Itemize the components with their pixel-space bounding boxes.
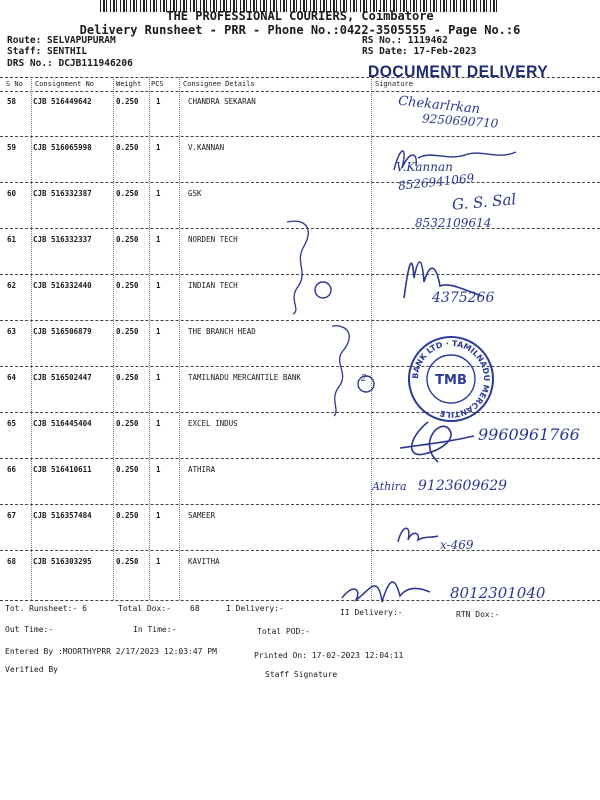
col-header-pcs: PCS: [151, 80, 164, 88]
cell-consignee: KAVITHA: [188, 557, 220, 566]
cell-cno: CJB 516332337: [33, 235, 92, 244]
cell-pcs: 1: [156, 281, 161, 290]
cell-cno: CJB 516506879: [33, 327, 92, 336]
in-time: In Time:-: [133, 625, 177, 634]
cell-pcs: 1: [156, 97, 161, 106]
verified-by: Verified By: [5, 665, 58, 674]
drs-number: DRS No.: DCJB111946206: [7, 58, 133, 69]
row-divider: [0, 182, 600, 183]
company-title: THE PROFESSIONAL COURIERS, Coimbatore: [166, 9, 434, 23]
cell-consignee: GSK: [188, 189, 202, 198]
cell-cno: CJB 516357484: [33, 511, 92, 520]
cell-weight: 0.250: [116, 97, 139, 106]
cell-pcs: 1: [156, 557, 161, 566]
cell-consignee: NORDEN TECH: [188, 235, 238, 244]
svg-text:BANK LTD · TAMILNADU MERCANTIL: BANK LTD · TAMILNADU MERCANTILE: [410, 338, 492, 420]
cell-consignee: INDIAN TECH: [188, 281, 238, 290]
cell-consignee: ATHIRA: [188, 465, 216, 474]
hw-r59-name: V.Kannan: [396, 160, 453, 174]
rtn-dox: RTN Dox:-: [456, 610, 500, 619]
signature-r65: [398, 418, 478, 468]
cell-consignee: THE BRANCH HEAD: [188, 327, 256, 336]
cell-consignee: CHANDRA SEKARAN: [188, 97, 256, 106]
cell-consignee: EXCEL INDUS: [188, 419, 238, 428]
cell-sno: 63: [7, 327, 17, 336]
hw-r59-number: 8526941069: [397, 171, 475, 193]
out-time: Out Time:-: [5, 625, 54, 634]
col-divider: [113, 77, 114, 600]
row-divider: [0, 458, 600, 459]
cell-cno: CJB 516449642: [33, 97, 92, 106]
printed-on: Printed On: 17-02-2023 12:04:11: [254, 651, 404, 660]
row-divider: [0, 412, 600, 413]
cell-pcs: 1: [156, 143, 161, 152]
header-rule-bottom: [0, 91, 600, 92]
cell-consignee: TAMILNADU MERCANTILE BANK: [188, 373, 301, 382]
cell-pcs: 1: [156, 419, 161, 428]
cell-sno: 62: [7, 281, 17, 290]
cell-sno: 58: [7, 97, 17, 106]
cell-weight: 0.250: [116, 419, 139, 428]
cell-weight: 0.250: [116, 373, 139, 382]
bracket-63-64: [318, 322, 388, 422]
cell-weight: 0.250: [116, 465, 139, 474]
col-header-signature: Signature: [375, 80, 413, 88]
col-divider: [31, 77, 32, 600]
col-divider: [179, 77, 180, 600]
row-divider: [0, 366, 600, 367]
staff-signature: Staff Signature: [265, 670, 338, 679]
hw-r58-number: 9250690710: [421, 111, 499, 131]
cell-sno: 60: [7, 189, 17, 198]
i-delivery: I Delivery:-: [226, 604, 284, 613]
cell-pcs: 1: [156, 189, 161, 198]
total-runsheet: Tot. Runsheet:- 6: [5, 604, 87, 613]
bracket-61-62: [275, 218, 345, 318]
footer-rule: [0, 600, 600, 601]
cell-weight: 0.250: [116, 235, 139, 244]
ii-delivery: II Delivery:-: [340, 608, 403, 617]
total-dox-value: 68: [190, 604, 200, 613]
cell-sno: 64: [7, 373, 17, 382]
hw-r58-name: Chekarlrkan: [397, 93, 481, 118]
col-divider: [149, 77, 150, 600]
row-divider: [0, 320, 600, 321]
hw-r68-number: 8012301040: [450, 584, 546, 602]
cell-weight: 0.250: [116, 327, 139, 336]
hw-r64-mark: 2: [361, 374, 367, 384]
hw-r60-name: G. S. Sal: [451, 190, 517, 214]
col-header-consignee: Consignee Details: [183, 80, 255, 88]
cell-sno: 66: [7, 465, 17, 474]
header-rule-top: [0, 77, 600, 78]
cell-weight: 0.250: [116, 281, 139, 290]
rs-number: RS No.: 1119462: [362, 35, 448, 46]
col-header-weight: Weight: [116, 80, 142, 88]
hw-r66-signature: Athira: [372, 480, 407, 493]
total-pod: Total POD:-: [257, 627, 310, 636]
hw-r62-number: 4375266: [432, 290, 495, 306]
bank-seal-icon: [406, 334, 496, 424]
cell-cno: CJB 516332440: [33, 281, 92, 290]
cell-weight: 0.250: [116, 557, 139, 566]
document-delivery-stamp: DOCUMENT DELIVERY: [368, 62, 549, 81]
cell-sno: 68: [7, 557, 17, 566]
cell-weight: 0.250: [116, 511, 139, 520]
cell-cno: CJB 516445404: [33, 419, 92, 428]
hw-r60-number: 8532109614: [415, 216, 492, 230]
signature-r67: [392, 520, 442, 550]
cell-cno: CJB 516502447: [33, 373, 92, 382]
cell-pcs: 1: [156, 511, 161, 520]
staff: Staff: SENTHIL: [7, 46, 88, 57]
col-header-consignment: Consignment No: [35, 80, 95, 88]
row-divider: [0, 504, 600, 505]
hw-r67-number: x-469: [440, 538, 474, 552]
runsheet-subtitle: Delivery Runsheet - PRR - Phone No.:0422-3505555 - Page No.:6: [79, 23, 521, 37]
hw-r66-number: 9123609629: [418, 478, 508, 494]
cell-sno: 67: [7, 511, 17, 520]
entered-by: Entered By :MOORTHYPRR 2/17/2023 12:03:47 PM: [5, 647, 217, 656]
cell-cno: CJB 516065998: [33, 143, 92, 152]
row-divider: [0, 550, 600, 551]
cell-pcs: 1: [156, 465, 161, 474]
cell-cno: CJB 516410611: [33, 465, 92, 474]
col-header-sno: S No: [6, 80, 23, 88]
cell-pcs: 1: [156, 373, 161, 382]
cell-weight: 0.250: [116, 143, 139, 152]
cell-consignee: SAMEER: [188, 511, 216, 520]
cell-consignee: V.KANNAN: [188, 143, 225, 152]
svg-text:TMB: TMB: [435, 373, 467, 388]
cell-pcs: 1: [156, 235, 161, 244]
cell-sno: 65: [7, 419, 17, 428]
row-divider: [0, 136, 600, 137]
hw-r65-number: 9960961766: [478, 425, 580, 444]
cell-cno: CJB 516332387: [33, 189, 92, 198]
cell-cno: CJB 516303295: [33, 557, 92, 566]
total-dox-label: Total Dox:-: [118, 604, 171, 613]
cell-sno: 61: [7, 235, 17, 244]
rs-date: RS Date: 17-Feb-2023: [362, 46, 477, 57]
cell-sno: 59: [7, 143, 17, 152]
cell-weight: 0.250: [116, 189, 139, 198]
signature-r68: [338, 562, 438, 612]
cell-pcs: 1: [156, 327, 161, 336]
route: Route: SELVAPUPURAM: [7, 35, 116, 46]
